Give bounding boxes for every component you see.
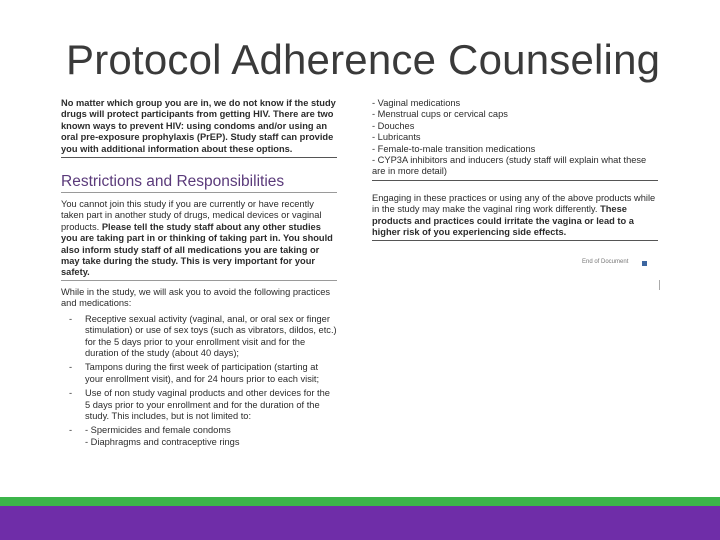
closing-paragraph xyxy=(372,193,658,239)
eligibility-emphasis: Please tell the study staff about any other studies you are taking part in or thinking of taking part in. You should also inform study staff of all medications you are taking or may take during the study. This is very important for your safety. xyxy=(61,221,333,278)
footer-band-purple xyxy=(0,506,720,540)
eligibility-paragraph xyxy=(61,199,337,279)
sub-list-item: - Diaphragms and contraceptive rings xyxy=(85,436,240,447)
list-item: - Female-to-male transition medications xyxy=(372,143,536,154)
intro-paragraph: No matter which group you are in, we do not know if the study drugs will protect participants from getting HIV. There are two known ways to prevent HIV: using condoms and/or using an oral pre-exposure prophylaxis (PrEP). Study staff can provide you with additional information about these options. xyxy=(61,98,336,154)
divider xyxy=(61,157,337,158)
eligibility-text: You cannot join this study if you are currently or have recently taken part in another study of drugs, medical devices or vaginal products. xyxy=(61,199,322,232)
list-item: - Vaginal medications xyxy=(372,98,461,108)
list-item: - Menstrual cups or cervical caps xyxy=(372,109,508,120)
list-item: - Receptive sexual activity (vaginal, anal, or oral sex or finger stimulation) or use of sex toys (such as vibrators, dildos, etc.) for the 5 days prior to your enrollment visit and for the duration of the study (about 40 days); xyxy=(69,314,337,360)
section-heading: Restrictions and Responsibilities xyxy=(61,173,285,191)
left-column xyxy=(61,98,337,451)
end-of-document-label: End of Document xyxy=(582,259,629,266)
heading-divider xyxy=(61,192,337,193)
list-item: - CYP3A inhibitors and inducers (study staff will explain what these are in more detail) xyxy=(372,155,647,177)
closing-emphasis: These products and practices could irritate the vagina or lead to a higher risk of you experiencing side effects. xyxy=(372,204,634,238)
product-list xyxy=(372,98,658,178)
slide-title: Protocol Adherence Counseling xyxy=(66,36,661,83)
avoid-intro: While in the study, we will ask you to avoid the following practices and medications: xyxy=(61,286,331,309)
divider xyxy=(372,180,658,181)
closing-text: Engaging in these practices or using any of the above products while in the study may make the vaginal ring work differently. xyxy=(372,192,656,215)
sub-list-item: - - Spermicides and female condoms xyxy=(85,425,231,436)
edge-mark xyxy=(659,280,660,290)
end-of-document xyxy=(582,257,658,268)
restriction-list xyxy=(61,314,337,448)
footer-band-green xyxy=(0,497,720,506)
list-item: - Use of non study vaginal products and other devices for the 5 days prior to your enrollment and for the duration of the study. This includes, but is not limited to: xyxy=(69,388,337,422)
divider xyxy=(61,280,337,281)
list-item xyxy=(69,425,337,448)
square-icon xyxy=(642,261,647,266)
divider xyxy=(372,240,658,241)
list-item: - Douches xyxy=(372,120,415,131)
list-item: - Tampons during the first week of participation (starting at your enrollment visit), and for 24 hours prior to each visit; xyxy=(69,362,337,385)
right-column xyxy=(372,98,658,269)
list-item: - Lubricants xyxy=(372,132,421,143)
